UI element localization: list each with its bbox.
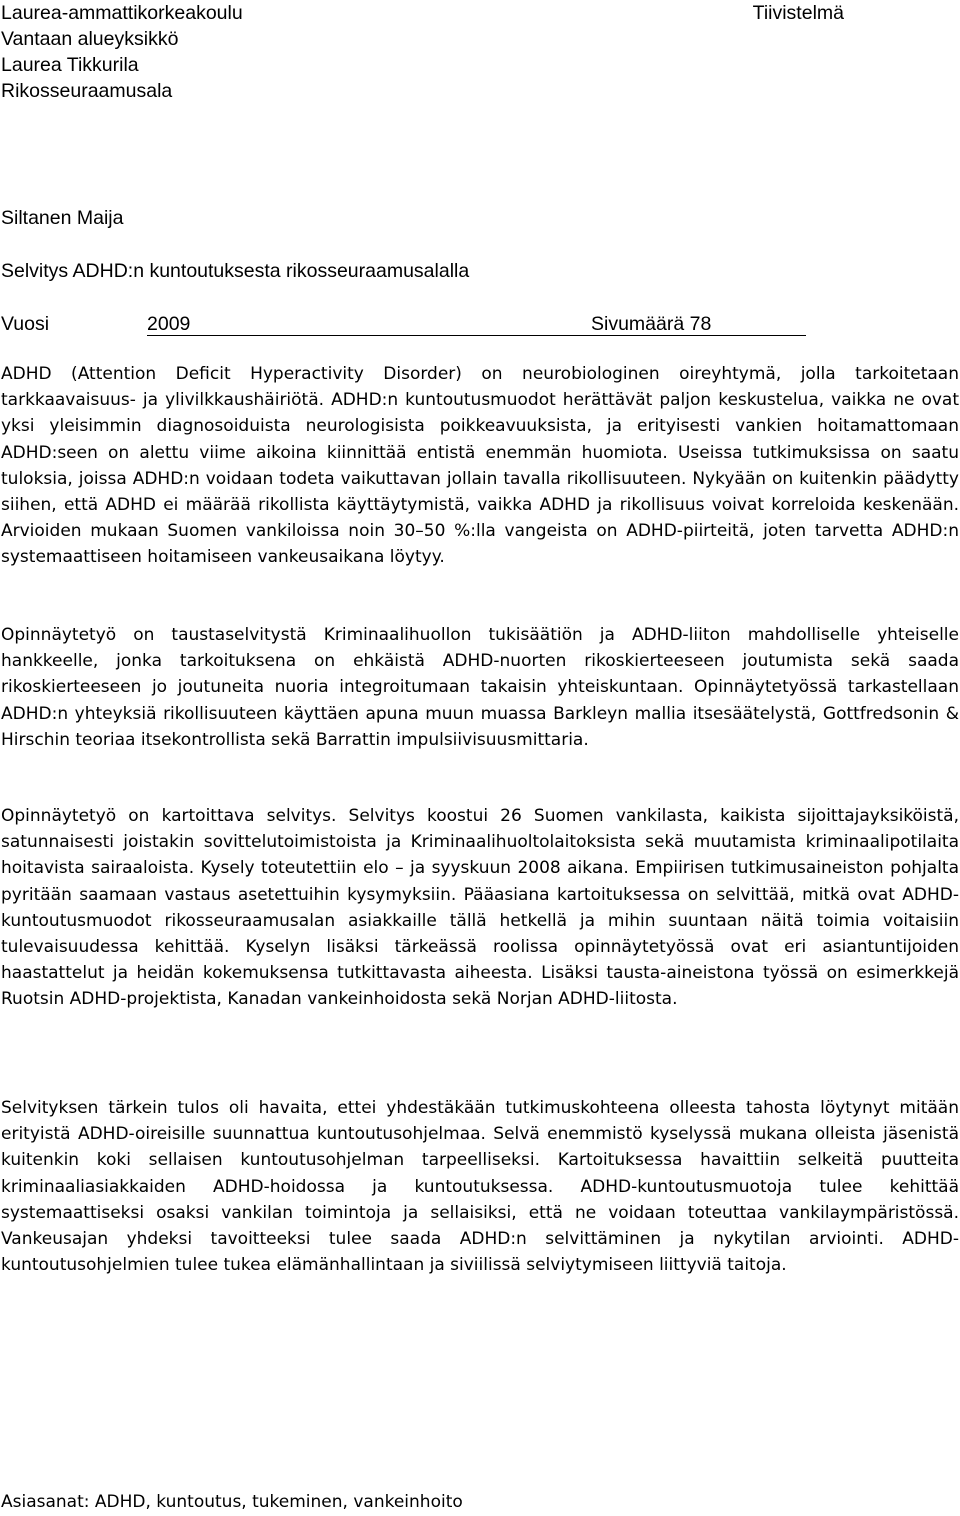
year-label: Vuosi (1, 313, 50, 335)
institution-line: Laurea Tikkurila (1, 54, 139, 76)
meta-row (1, 311, 806, 339)
abstract-paragraph: Opinnäytetyö on taustaselvitystä Kriminaalihuollon tukisäätiön ja ADHD-liiton mahdolliselle yhteiselle hankkeelle, jonka tarkoituksena on ehkäistä ADHD-nuorten rikoskierteeseen joutumista sekä saada rikoskierteeseen jo joutuneita nuoria integroitumaan takaisin yhteiskuntaan. Opinnäytetyössä tarkastellaan ADHD:n yhteyksiä rikollisuuteen käyttäen apuna muun muassa Barkleyn mallia itsesäätelystä, Gottfredsonin & Hirschin teoriaa itsekontrollista sekä Barrattin impulsiivisuusmittaria. (1, 625, 959, 750)
thesis-title: Selvitys ADHD:n kuntoutuksesta rikosseuraamusalalla (1, 260, 470, 282)
abstract-paragraph: Selvityksen tärkein tulos oli havaita, ettei yhdestäkään tutkimuskohteena olleesta tahosta löytynyt mitään erityistä ADHD-oireisille suunnattua kuntoutusohjelmaa. Selvä enemmistö kyselyssä mukana olleista jäsenistä kuitenkin koki sellaisen kuntoutusohjelman tarpeelliseksi. Kartoituksessa havaittiin selkeitä puutteita kriminaaliasiakkaiden ADHD-hoidossa ja kuntoutuksessa. ADHD-kuntoutusmuotoja tulee kehittää systemaattiseksi osaksi vankilan toimintoja ja sellaisiksi, että ne voidaan toteuttaa vankilaympäristössä. Vankeusajan yhdeksi tavoitteeksi tulee saada ADHD:n selvittäminen ja nykytilan arviointi. ADHD-kuntoutusohjelmien tulee tukea elämänhallintaan ja siviilissä selviytymiseen liittyviä taitoja. (1, 1098, 959, 1276)
author-name: Siltanen Maija (1, 207, 124, 229)
keywords: Asiasanat: ADHD, kuntoutus, tukeminen, vankeinhoito (1, 1492, 463, 1512)
abstract-paragraph: Opinnäytetyö on kartoittava selvitys. Selvitys koostui 26 Suomen vankilasta, kaikista sijoittajayksiköistä, satunnaisesti joistakin sovittelutoimistoista ja Kriminaalihuoltolaitoksista sekä muutamista kriminaalipotilaita hoitavista sairaaloista. Kysely toteutettiin elo – ja syyskuun 2008 aikana. Empiirisen tutkimusaineiston pohjalta pyritään saamaan vastaus asetettuihin kysymyksiin. Pääasiana kartoituksessa on selvittää, mitkä ovat ADHD-kuntoutusmuodot rikosseuraamusalan asiakkaille tällä hetkellä ja mihin suuntaan näitä toimia voitaisiin tulevaisuudessa kehittää. Kyselyn lisäksi tärkeässä roolissa opinnäytetyössä ovat eri asiantuntijoiden haastattelut ja heidän kokemuksensa tutkittavasta aiheesta. Lisäksi tausta-aineistona työssä on esimerkkejä Ruotsin ADHD-projektista, Kanadan vankeinhoidosta sekä Norjan ADHD-liitosta. (1, 806, 959, 1010)
abstract-paragraph: ADHD (Attention Deficit Hyperactivity Disorder) on neurobiologinen oireyhtymä, jolla tarkoitetaan tarkkaavaisuus- ja ylivilkkaushäiriötä. ADHD:n kuntoutusmuodot herättävät paljon keskustelua, vaikka ne ovat yksi yleisimmin diagnosoiduista neurologisista poikkeavuuksista, ja erityisesti vankien hoitamattomaan ADHD:seen on alettu viime aikoina kiinnittää entistä enemmän huomiota. Useissa tutkimuksissa on saatu tuloksia, joissa ADHD:n voidaan todeta vaikuttavan jollain tavalla rikollisuuteen. Nykyään on kuitenkin päädytty siihen, että ADHD ei määrää rikollista käyttäytymistä, vaikka ADHD ja rikollisuus voivat korreloida keskenään. Arvioiden mukaan Suomen vankiloissa noin 30–50 %:lla vangeista on ADHD-piirteitä, joten tarvetta ADHD:n systemaattiseen hoitamiseen vankeusaikana löytyy. (1, 364, 959, 568)
meta-underline (147, 335, 806, 336)
year-value: 2009 (147, 313, 191, 335)
institution-line: Laurea-ammattikorkeakoulu (1, 2, 243, 24)
institution-line: Rikosseuraamusala (1, 80, 173, 102)
document-type: Tiivistelmä (752, 2, 844, 24)
institution-block (1, 0, 243, 104)
page-count: Sivumäärä 78 (591, 313, 712, 335)
institution-line: Vantaan alueyksikkö (1, 28, 179, 50)
